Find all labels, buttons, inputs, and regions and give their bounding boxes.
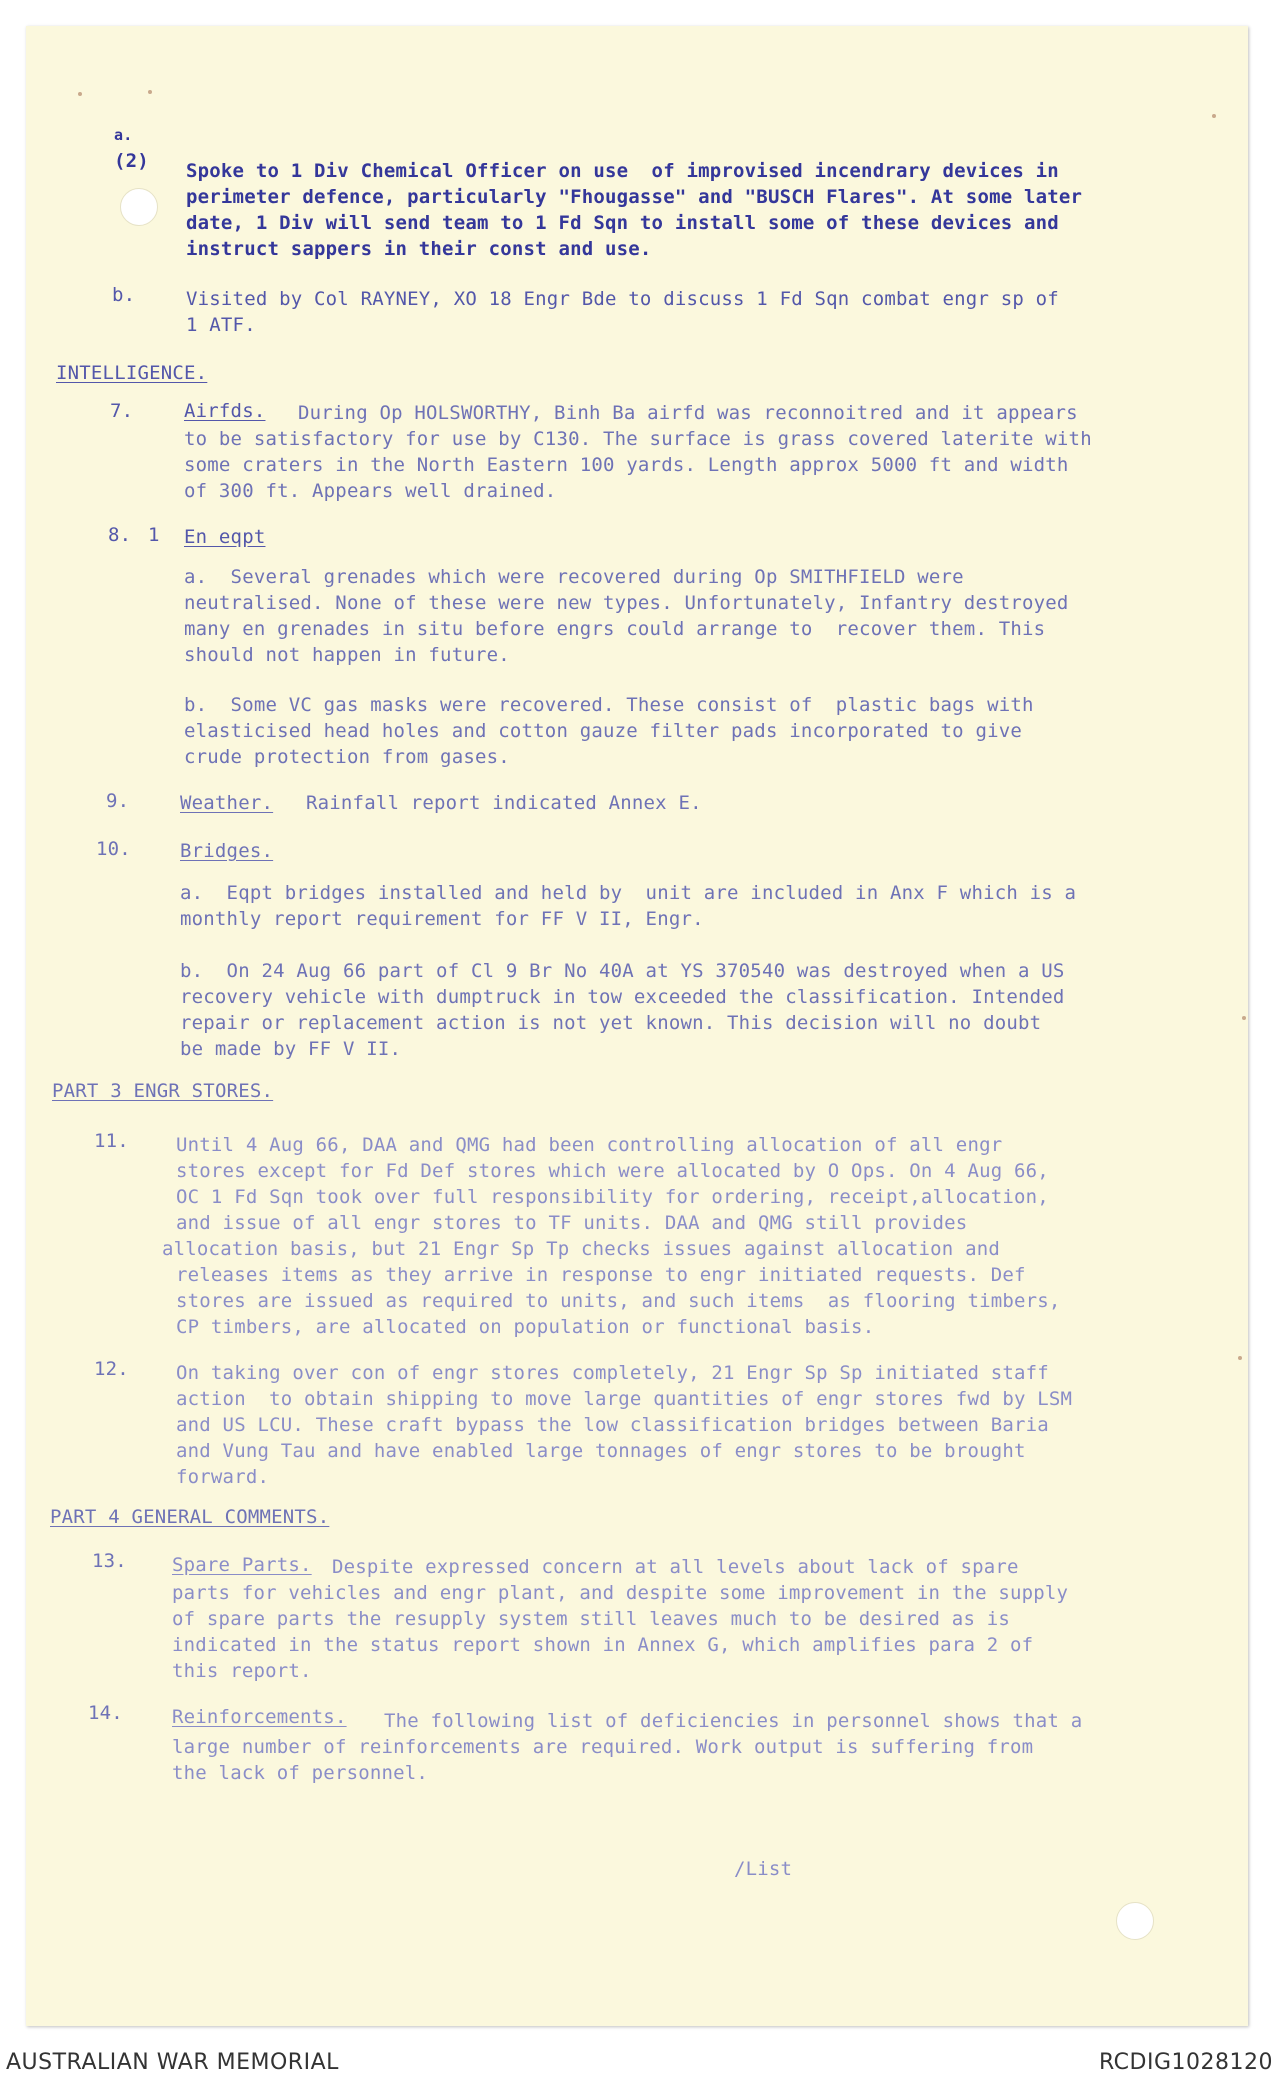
section-heading-intelligence: INTELLIGENCE.: [56, 362, 208, 384]
para-8-number: 8.: [108, 524, 132, 546]
para-10b-line: be made by FF V II.: [180, 1038, 402, 1060]
punch-hole-bottom: [1116, 1902, 1154, 1940]
para-14-line: The following list of deficiencies in personnel shows that a: [384, 1710, 1083, 1732]
para-6b-letter: b.: [112, 284, 136, 306]
para-10a-line: a. Eqpt bridges installed and held by unit are included in Anx F which is a: [180, 882, 1077, 904]
section-heading-part-4: PART 4 GENERAL COMMENTS.: [50, 1506, 330, 1528]
para-6b-line: Visited by Col RAYNEY, XO 18 Engr Bde to discuss 1 Fd Sqn combat engr sp of: [186, 288, 1059, 310]
section-heading-part-3: PART 3 ENGR STORES.: [52, 1080, 274, 1102]
para-6a-line: Spoke to 1 Div Chemical Officer on use of improvised incendrary devices in: [186, 160, 1059, 182]
para-6a-line: instruct sappers in their const and use.: [186, 238, 652, 260]
para-9-text: Rainfall report indicated Annex E.: [306, 792, 702, 814]
para-11-line: OC 1 Fd Sqn took over full responsibility for ordering, receipt,allocation,: [176, 1186, 1049, 1208]
para-10b-line: recovery vehicle with dumptruck in tow exceeded the classification. Intended: [180, 986, 1065, 1008]
para-7-line: to be satisfactory for use by C130. The surface is grass covered laterite with: [184, 428, 1092, 450]
para-10a-line: monthly report requirement for FF V II, Engr.: [180, 908, 704, 930]
para-13-line: parts for vehicles and engr plant, and despite some improvement in the supply: [172, 1582, 1069, 1604]
para-7-number: 7.: [110, 400, 134, 422]
para-14-line: large number of reinforcements are required. Work output is suffering from: [172, 1736, 1034, 1758]
punch-hole-top: [120, 188, 158, 226]
para-7-line: of 300 ft. Appears well drained.: [184, 480, 557, 502]
para-11-line: allocation basis, but 21 Engr Sp Tp checks issues against allocation and: [162, 1238, 1001, 1260]
para-6a-number: (2): [114, 150, 149, 172]
para-12-line: forward.: [176, 1466, 270, 1488]
para-13-number: 13.: [92, 1550, 127, 1572]
para-13-line: this report.: [172, 1660, 312, 1682]
para-7-title: Airfds.: [184, 400, 266, 422]
para-8b-line: elasticised head holes and cotton gauze filter pads incorporated to give: [184, 720, 1023, 742]
para-7-line: During Op HOLSWORTHY, Binh Ba airfd was reconnoitred and it appears: [298, 402, 1078, 424]
para-6b-line: 1 ATF.: [186, 314, 256, 336]
para-8-title: En eqpt: [184, 526, 266, 548]
para-10-number: 10.: [96, 838, 131, 860]
para-12-line: action to obtain shipping to move large quantities of engr stores fwd by LSM: [176, 1388, 1073, 1410]
para-8b-line: crude protection from gases.: [184, 746, 510, 768]
para-11-number: 11.: [94, 1130, 129, 1152]
para-11-line: stores are issued as required to units, and such items as flooring timbers,: [176, 1290, 1061, 1312]
ink-speck: [1238, 1356, 1242, 1360]
para-8a-line: neutralised. None of these were new types. Unfortunately, Infantry destroyed: [184, 592, 1069, 614]
para-8a-line: a. Several grenades which were recovered during Op SMITHFIELD were: [184, 566, 964, 588]
para-10-title: Bridges.: [180, 840, 274, 862]
para-11-line: CP timbers, are allocated on population or functional basis.: [176, 1316, 875, 1338]
ink-speck: [148, 90, 152, 94]
catchword: /List: [734, 1858, 793, 1880]
para-8b-line: b. Some VC gas masks were recovered. These consist of plastic bags with: [184, 694, 1034, 716]
para-6a-line: date, 1 Div will send team to 1 Fd Sqn to install some of these devices and: [186, 212, 1059, 234]
para-8a-line: many en grenades in situ before engrs could arrange to recover them. This: [184, 618, 1046, 640]
para-11-line: and issue of all engr stores to TF units. DAA and QMG still provides: [176, 1212, 968, 1234]
para-13-title: Spare Parts.: [172, 1554, 312, 1576]
para-9-number: 9.: [106, 790, 130, 812]
para-7-line: some craters in the North Eastern 100 yards. Length approx 5000 ft and width: [184, 454, 1069, 476]
para-10b-line: repair or replacement action is not yet known. This decision will no doubt: [180, 1012, 1042, 1034]
para-11-line: releases items as they arrive in response to engr initiated requests. Def: [176, 1264, 1026, 1286]
para-11-line: stores except for Fd Def stores which were allocated by O Ops. On 4 Aug 66,: [176, 1160, 1049, 1182]
para-10b-line: b. On 24 Aug 66 part of Cl 9 Br No 40A at YS 370540 was destroyed when a US: [180, 960, 1065, 982]
para-13-line: of spare parts the resupply system still leaves much to be desired as is: [172, 1608, 1011, 1630]
para-14-title: Reinforcements.: [172, 1706, 347, 1728]
para-6a-line: perimeter defence, particularly "Fhougasse" and "BUSCH Flares". At some later: [186, 186, 1083, 208]
ink-speck: [78, 92, 82, 96]
para-12-line: On taking over con of engr stores completely, 21 Engr Sp Sp initiated staff: [176, 1362, 1049, 1384]
para-12-line: and US LCU. These craft bypass the low classification bridges between Baria: [176, 1414, 1049, 1436]
ink-speck: [1242, 1016, 1246, 1020]
footer-record-id: RCDIG1028120: [1098, 2050, 1273, 2075]
para-6a-mark: a.: [114, 126, 133, 144]
para-13-line: indicated in the status report shown in Annex G, which amplifies para 2 of: [172, 1634, 1034, 1656]
para-11-line: Until 4 Aug 66, DAA and QMG had been controlling allocation of all engr: [176, 1134, 1003, 1156]
para-14-number: 14.: [88, 1702, 123, 1724]
para-8a-line: should not happen in future.: [184, 644, 510, 666]
para-12-line: and Vung Tau and have enabled large tonnages of engr stores to be brought: [176, 1440, 1026, 1462]
para-13-line: Despite expressed concern at all levels about lack of spare: [332, 1556, 1019, 1578]
para-9-title: Weather.: [180, 792, 274, 814]
para-12-number: 12.: [94, 1358, 129, 1380]
para-8-mark: 1: [148, 524, 160, 546]
ink-speck: [1212, 114, 1216, 118]
footer-archive-name: AUSTRALIAN WAR MEMORIAL: [6, 2050, 339, 2075]
para-14-line: the lack of personnel.: [172, 1762, 429, 1784]
